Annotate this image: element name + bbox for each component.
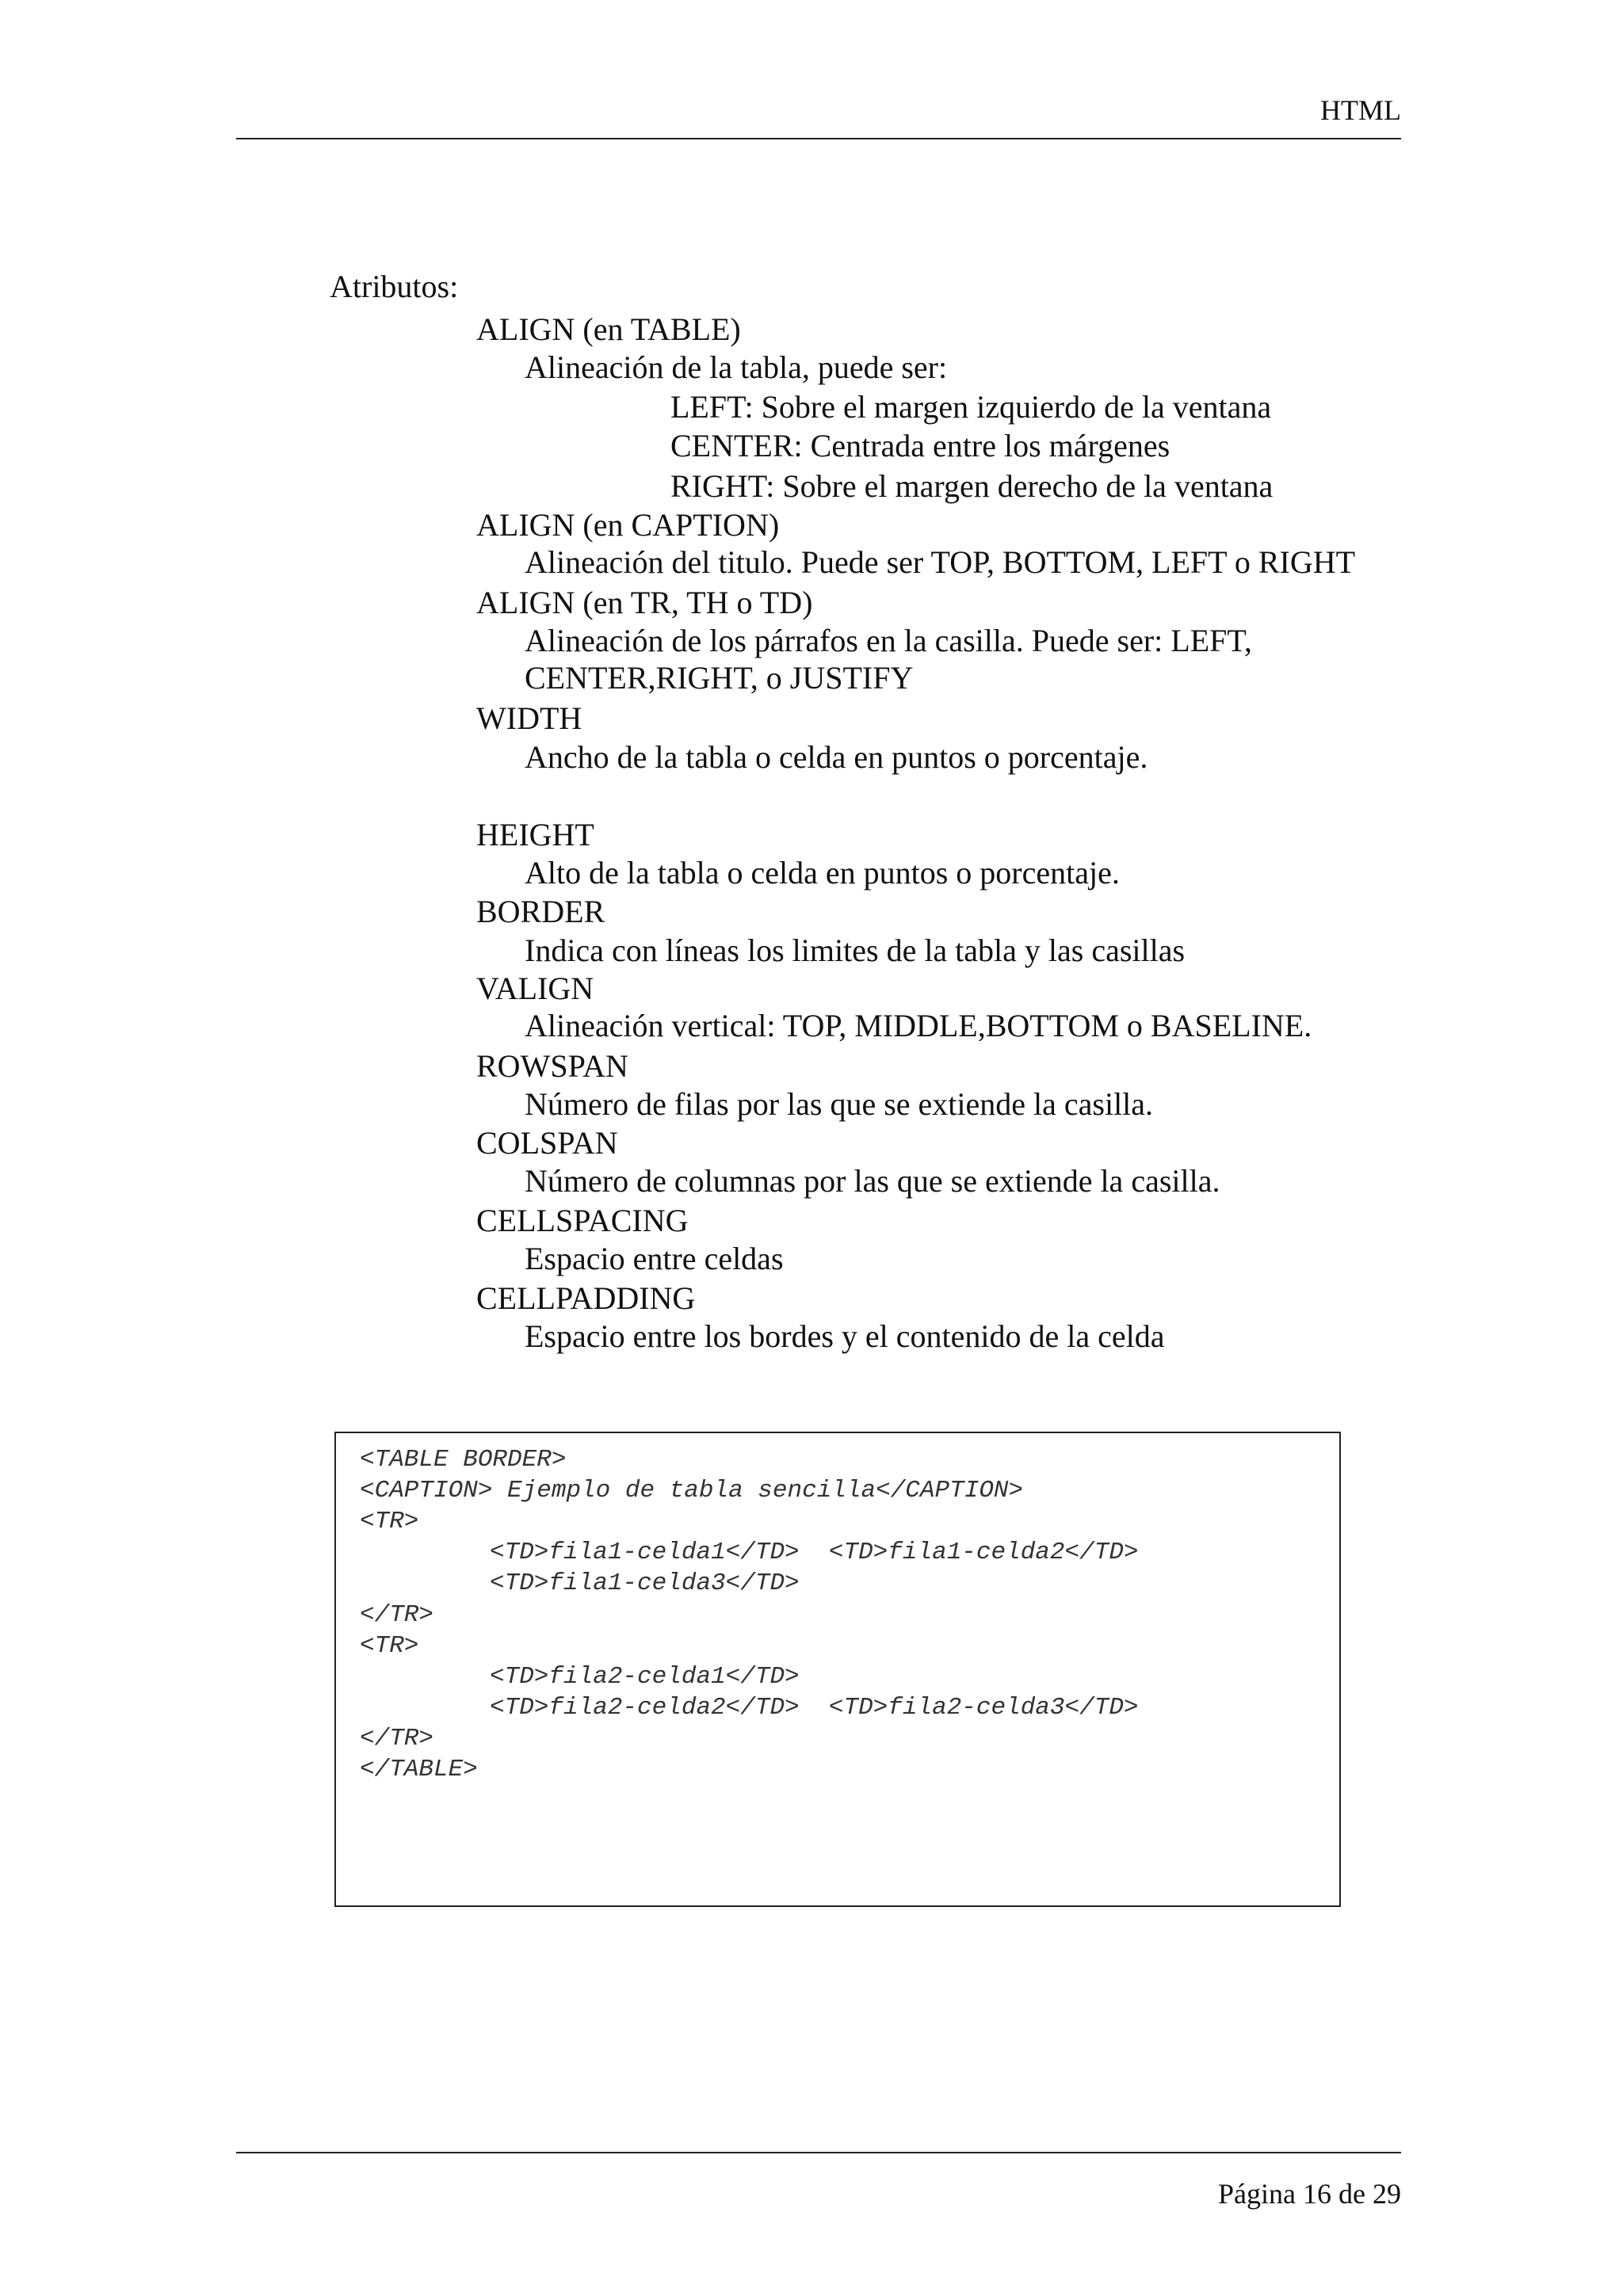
header-title: HTML [1320, 94, 1401, 126]
attributes-heading: Atributos: [330, 269, 459, 304]
code-line: <TR> [360, 1508, 419, 1535]
code-line: </TABLE> [360, 1756, 478, 1783]
code-line: <TABLE BORDER> [360, 1446, 567, 1474]
attr-height-name: HEIGHT [476, 817, 594, 852]
align-option-right: RIGHT: Sobre el margen derecho de la ventana [670, 468, 1274, 504]
align-option-center: CENTER: Centrada entre los márgenes [670, 428, 1170, 463]
attr-height-desc: Alto de la tabla o celda en puntos o porcentaje. [525, 855, 1120, 891]
attr-width-desc: Ancho de la tabla o celda en puntos o porcentaje. [525, 739, 1148, 775]
code-line: <TD>fila2-celda2</TD> <TD>fila2-celda3</TD> [490, 1694, 1139, 1722]
page-number: Página 16 de 29 [1218, 2178, 1401, 2210]
attr-border-name: BORDER [476, 894, 605, 929]
code-line: <TD>fila2-celda1</TD> [490, 1663, 800, 1691]
code-line: <TR> [360, 1632, 419, 1660]
attr-valign-desc: Alineación vertical: TOP, MIDDLE,BOTTOM o BASELINE. [525, 1008, 1312, 1043]
code-line: <TD>fila1-celda3</TD> [490, 1569, 800, 1597]
attr-cellspacing-name: CELLSPACING [476, 1203, 689, 1238]
attr-align-cell-desc-2: CENTER,RIGHT, o JUSTIFY [525, 660, 914, 696]
attr-colspan-desc: Número de columnas por las que se extiende la casilla. [525, 1163, 1220, 1199]
attr-width-name: WIDTH [476, 700, 582, 736]
attr-align-cell-name: ALIGN (en TR, TH o TD) [476, 585, 813, 620]
attr-rowspan-name: ROWSPAN [476, 1048, 628, 1084]
attr-align-table-name: ALIGN (en TABLE) [476, 311, 741, 347]
code-line: <CAPTION> Ejemplo de tabla sencilla</CAPTION> [360, 1477, 1024, 1505]
code-example-box [334, 1432, 1341, 1907]
code-line: <TD>fila1-celda1</TD> <TD>fila1-celda2</TD> [490, 1539, 1139, 1566]
attr-cellpadding-desc: Espacio entre los bordes y el contenido de la celda [525, 1318, 1165, 1354]
attr-rowspan-desc: Número de filas por las que se extiende la casilla. [525, 1086, 1154, 1122]
attr-align-cell-desc-1: Alineación de los párrafos en la casilla. Puede ser: LEFT, [525, 623, 1252, 658]
footer-rule [236, 2152, 1401, 2153]
attr-cellspacing-desc: Espacio entre celdas [525, 1241, 784, 1276]
attr-align-caption-desc: Alineación del titulo. Puede ser TOP, BOTTOM, LEFT o RIGHT [525, 544, 1356, 580]
code-line: </TR> [360, 1601, 434, 1629]
header-rule [236, 138, 1401, 139]
attr-colspan-name: COLSPAN [476, 1125, 618, 1161]
attr-border-desc: Indica con líneas los limites de la tabla y las casillas [525, 933, 1186, 968]
attr-cellpadding-name: CELLPADDING [476, 1280, 696, 1316]
align-option-left: LEFT: Sobre el margen izquierdo de la ventana [670, 389, 1272, 425]
attr-valign-name: VALIGN [476, 971, 594, 1006]
code-line: </TR> [360, 1725, 434, 1753]
attr-align-caption-name: ALIGN (en CAPTION) [476, 507, 780, 543]
attr-align-table-desc: Alineación de la tabla, puede ser: [525, 349, 948, 385]
